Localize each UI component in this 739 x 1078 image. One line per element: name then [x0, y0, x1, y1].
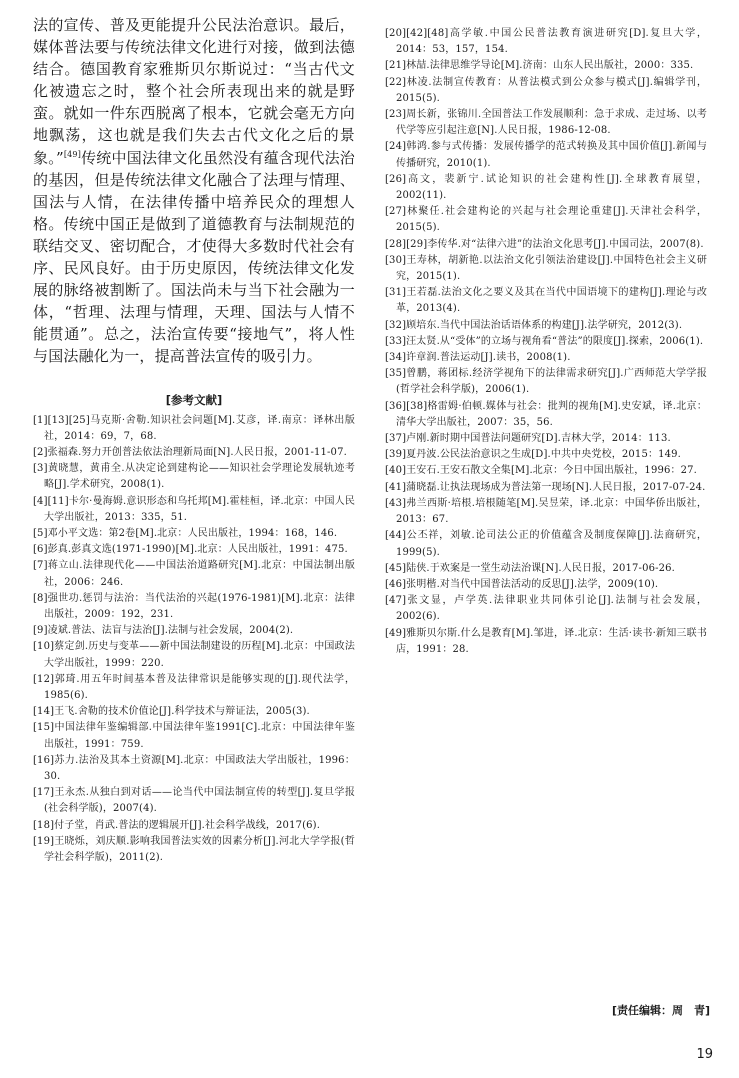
left-column [33, 14, 355, 866]
reference-item: [10]蔡定剑.历史与变革——新中国法制建设的历程[M].北京：中国政法大学出版社，1999：220. [33, 641, 355, 669]
reference-item: [12]郭琦.用五年时间基本普及法律常识是能够实现的[J].现代法学，1985(6). [33, 673, 355, 701]
reference-item: [7]蒋立山.法律现代化——中国法治道路研究[M].北京：中国法制出版社，2006：246. [33, 560, 355, 588]
citation-note: [49] [63, 149, 82, 159]
reference-item: [39]夏丹波.公民法治意识之生成[D].中共中央党校，2015：149. [385, 449, 681, 461]
reference-item: [19]王晓烁，刘庆顺.影响我国普法实效的因素分析[J].河北大学学报(哲学社会科学版)，2011(2). [33, 835, 355, 863]
reference-item: [34]许章润.普法运动[J].读书，2008(1). [385, 352, 571, 364]
body-text-part-2: 传统中国法律文化虽然没有蕴含现代法治的基因，但是传统法律文化融合了法理与情理、国法与人情，在法律传播中培养民众的理想人格。传统中国正是做到了道德教育与法制规范的联结交叉、密切配合，才使得大多数时代社会有序、民风良好。由于历史原因，传统法律文化发展的脉络被割断了。国法尚未与当下社会融为一体，“哲理、法理与情理，天理、国法与人情不能贯通”。总之，法治宣传要“接地气”，将人性与国法融化为一，提高普法宣传的吸引力。 [33, 148, 355, 366]
reference-item: [2]张福森.努力开创普法依法治理新局面[N].人民日报，2001-11-07. [33, 446, 347, 458]
reference-item: [28][29]李传华.对“法律六进”的法治文化思考[J].中国司法，2007(8). [385, 238, 704, 250]
body-text-part-1: 法的宣传、普及更能提升公民法治意识。最后，媒体普法要与传统法律文化进行对接，做到法德结合。德国教育家雅斯贝尔斯说过：“当古代文化被遗忘之时，整个社会所表现出来的就是野蛮。就如一件东西脱离了根本，它就会毫无方向地飘荡，这也就是我们失去古代文化之后的景象。” [33, 16, 355, 167]
reference-item: [23]周长新，张锦川.全国普法工作发展顺利：急于求成、走过场、以考代学等应引起注意[N].人民日报，1986-12-08. [385, 109, 707, 137]
reference-item: [3]黄晓慧，黄甫全.从决定论到建构论——知识社会学理论发展轨迹考略[J].学术研究，2008(1). [33, 463, 355, 491]
reference-item: [30]王寿林，胡新艳.以法治文化引领法治建设[J].中国特色社会主义研究，2015(1). [385, 254, 707, 283]
reference-item: [26]高文，裴新宁.试论知识的社会建构性[J].全球教育展望，2002(11). [385, 173, 707, 202]
reference-item: [15]中国法律年鉴编辑部.中国法律年鉴1991[C].北京：中国法律年鉴出版社，1991：759. [33, 722, 355, 750]
right-column [385, 26, 707, 658]
reference-item: [35]曾鹏，蒋团标.经济学视角下的法律需求研究[J].广西师范大学学报(哲学社会科学版)，2006(1). [385, 368, 707, 396]
reference-item: [20][42][48]高学敏.中国公民普法教育演进研究[D].复旦大学，2014：53，157，154. [385, 28, 707, 56]
references-list-left [33, 413, 355, 867]
reference-item: [40]王安石.王安石散文全集[M].北京：今日中国出版社，1996：27. [385, 465, 697, 477]
reference-item: [27]林聚任.社会建构论的兴起与社会理论重建[J].天津社会科学，2015(5). [385, 206, 707, 234]
reference-item: [36][38]格雷姆·伯顿.媒体与社会：批判的视角[M].史安斌，译.北京：清华大学出版社，2007：35，56. [385, 400, 707, 428]
reference-item: [47]张文显，卢学英.法律职业共同体引论[J].法制与社会发展，2002(6). [385, 595, 707, 623]
reference-item: [14]王飞.舍勒的技术价值论[J].科学技术与辩证法，2005(3). [33, 706, 310, 718]
reference-item: [49]雅斯贝尔斯.什么是教育[M].邹进，译.北京：生活·读书·新知三联书店，1991：28. [385, 627, 707, 655]
reference-item: [33]汪太贤.从“受体”的立场与视角看“普法”的限度[J].探索，2006(1). [385, 335, 704, 347]
references-list-right [385, 26, 707, 658]
reference-item: [32]顾培东.当代中国法治话语体系的构建[J].法学研究，2012(3). [385, 319, 683, 331]
reference-item: [17]王永杰.从独白到对话——论当代中国法制宣传的转型[J].复旦学报(社会科学版)，2007(4). [33, 787, 355, 815]
responsible-editor: [责任编辑：周 青] [611, 1004, 710, 1017]
reference-item: [44]公丕祥，刘敏.论司法公正的价值蕴含及制度保障[J].法商研究，1999(5). [385, 530, 707, 558]
page-number: 19 [696, 1047, 713, 1062]
reference-item: [24]韩鸿.参与式传播：发展传播学的范式转换及其中国价值[J].新闻与传播研究，2010(1). [385, 141, 707, 169]
reference-item: [4][11]卡尔·曼海姆.意识形态和乌托邦[M].霍桂桓，译.北京：中国人民大学出版社，2013：335，51. [33, 495, 355, 523]
reference-item: [9]凌斌.普法、法盲与法治[J].法制与社会发展，2004(2). [33, 625, 294, 637]
reference-item: [46]张明楷.对当代中国普法活动的反思[J].法学，2009(10). [385, 578, 659, 590]
body-paragraph [33, 14, 355, 368]
reference-item: [45]陆侠.于欢案是一堂生动法治课[N].人民日报，2017-06-26. [385, 562, 675, 574]
reference-item: [21]林喆.法律思维学导论[M].济南：山东人民出版社，2000：335. [385, 60, 694, 72]
reference-item: [18]付子堂，肖武.普法的逻辑展开[J].社会科学战线，2017(6). [33, 819, 321, 831]
reference-item: [16]苏力.法治及其本土资源[M].北京：中国政法大学出版社，1996：30. [33, 754, 355, 782]
references-title: [参考文献] [165, 392, 223, 407]
reference-item: [31]王若磊.法治文化之要义及其在当代中国语境下的建构[J].理论与改革，2013(4). [385, 287, 707, 315]
reference-item: [43]弗兰西斯·培根.培根随笔[M].吴昱荣，译.北京：中国华侨出版社，2013：67. [385, 497, 707, 526]
reference-item: [1][13][25]马克斯·舍勒.知识社会问题[M].艾彦，译.南京：译林出版社，2014：69，7，68. [33, 414, 355, 442]
reference-item: [8]强世功.惩罚与法治：当代法治的兴起(1976-1981)[M].北京：法律出版社，2009：192，231. [33, 592, 355, 620]
reference-item: [6]彭真.彭真文选(1971-1990)[M].北京：人民出版社，1991：475. [33, 544, 348, 556]
reference-item: [22]林凌.法制宣传教育：从普法模式到公众参与模式[J].编辑学刊，2015(5). [385, 76, 707, 104]
reference-item: [37]卢刚.新时期中国普法问题研究[D].吉林大学，2014：113. [385, 433, 671, 445]
reference-item: [41]蒲晓磊.让执法现场成为普法第一现场[N].人民日报，2017-07-24. [385, 481, 706, 493]
reference-item: [5]邓小平文选：第2卷[M].北京：人民出版社，1994：168，146. [33, 527, 338, 539]
